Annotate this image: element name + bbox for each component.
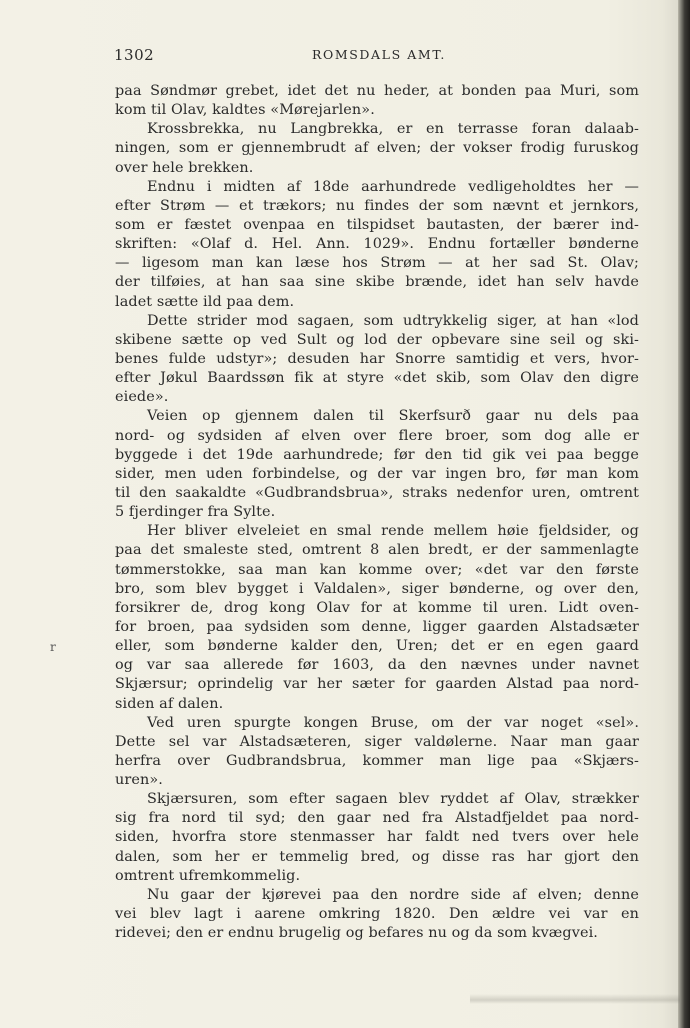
text-line: byggede i det 19de aarhundrede; før den tid gik vei paa begge	[115, 446, 639, 463]
text-line: og var saa allerede før 1603, da den nævnes under navnet	[115, 657, 639, 674]
text-line: Ved uren spurgte kongen Bruse, om der var noget «sel».	[147, 714, 639, 731]
text-line: vei blev lagt i aarene omkring 1820. Den ældre vei var en	[115, 906, 639, 923]
page-edge-shadow	[470, 994, 680, 1004]
text-line: forsikrer de, drog kong Olav for at komme til uren. Lidt oven-	[115, 599, 639, 616]
text-line: sider, men uden forbindelse, og der var ingen bro, før man kom	[115, 465, 639, 482]
text-line: som er fæstet ovenpaa en tilspidset bautasten, der bærer ind-	[115, 216, 639, 233]
text-line: dalen, som her er temmelig bred, og disse ras har gjort den	[115, 848, 639, 865]
text-line: tømmerstokke, saa man kan komme over; «det var den første	[115, 561, 639, 578]
text-line: efter Jøkul Baardssøn fik at styre «det skib, som Olav den digre	[115, 370, 639, 387]
text-line: paa Søndmør grebet, idet det nu heder, at bonden paa Muri, som	[115, 83, 639, 99]
text-line: Endnu i midten af 18de aarhundrede vedligeholdtes her —	[147, 178, 639, 195]
text-line: Dette strider mod sagaen, som udtrykkelig siger, at han «lod	[147, 312, 639, 329]
text-line: Veien op gjennem dalen til Skerfsurð gaar nu dels paa	[147, 408, 639, 425]
text-line: sig fra nord til syd; den gaar ned fra Alstadfjeldet paa nord-	[115, 810, 639, 827]
running-title: ROMSDALS AMT.	[312, 47, 447, 62]
text-line: til den saakaldte «Gudbrandsbrua», straks nedenfor uren, omtrent	[115, 484, 639, 501]
text-line: omtrent ufremkommelig.	[115, 867, 301, 884]
text-line: Skjærsuren, som efter sagaen blev ryddet af Olav, strækker	[147, 791, 639, 808]
text-line: bro, som blev bygget i Valdalen», siger bønderne, og over den,	[115, 580, 639, 597]
page-number: 1302	[114, 46, 155, 64]
body-text	[115, 82, 639, 943]
text-line: Nu gaar der kjørevei paa den nordre side af elven; denne	[147, 886, 639, 903]
text-line: over hele brekken.	[115, 159, 254, 176]
text-line: Krossbrekka, nu Langbrekka, er en terrasse foran dalaab-	[147, 121, 639, 138]
text-line: der tilføies, at han saa sine skibe brænde, idet han selv havde	[115, 274, 639, 291]
text-line: efter Strøm — et trækors; nu findes der som nævnt et jernkors,	[115, 197, 639, 214]
text-line: skriften: «Olaf d. Hel. Ann. 1029». Endnu fortæller bønderne	[115, 236, 639, 253]
text-line: — ligesom man kan læse hos Strøm — at her sad St. Olav;	[115, 255, 639, 272]
text-line: benes fulde udstyr»; desuden har Snorre samtidig et vers, hvor-	[115, 350, 639, 367]
text-line: 5 fjerdinger fra Sylte.	[115, 504, 276, 521]
text-line: skibene sætte op ved Sult og lod der opbevare sine seil og ski-	[115, 331, 639, 348]
text-line: for broen, paa sydsiden som denne, ligger gaarden Alstadsæter	[115, 618, 639, 635]
page-header	[114, 46, 640, 68]
text-line: Dette sel var Alstadsæteren, siger valdølerne. Naar man gaar	[115, 733, 639, 750]
text-line: siden af dalen.	[115, 695, 224, 712]
text-line: herfra over Gudbrandsbrua, kommer man lige paa «Skjærs-	[115, 752, 639, 769]
text-line: uren».	[115, 772, 163, 789]
text-line: Skjærsur; oprindelig var her sæter for gaarden Alstad paa nord-	[115, 676, 639, 693]
text-line: ningen, som er gjennembrudt af elven; der vokser frodig furuskog	[115, 140, 639, 157]
text-line: kom til Olav, kaldtes «Mørejarlen».	[115, 102, 375, 119]
text-line: paa det smaleste sted, omtrent 8 alen bredt, er der sammenlagte	[115, 542, 639, 559]
text-line: nord- og sydsiden af elven over flere broer, som dog alle er	[115, 427, 639, 444]
text-line: ridevei; den er endnu brugelig og befares nu og da som kvægvei.	[115, 925, 598, 942]
text-line: eller, som bønderne kalder den, Uren; det er en egen gaard	[115, 638, 639, 655]
text-line: ladet sætte ild paa dem.	[115, 293, 295, 310]
book-spine-shadow	[678, 0, 690, 1028]
text-line: siden, hvorfra store stenmasser har faldt ned tvers over hele	[115, 829, 639, 846]
margin-mark: r	[50, 640, 56, 654]
text-line: Her bliver elveleiet en smal rende mellem høie fjeldsider, og	[147, 523, 639, 540]
text-line: eiede».	[115, 389, 169, 406]
